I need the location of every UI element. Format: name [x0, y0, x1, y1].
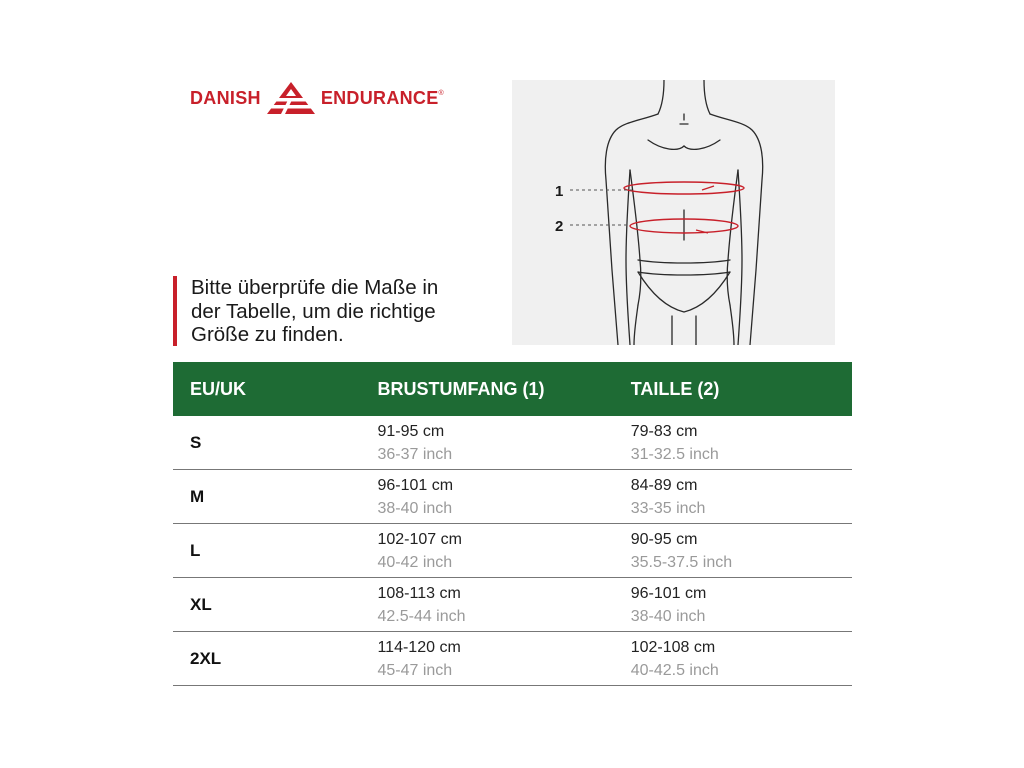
- waist-inch: 40-42.5 inch: [630, 661, 719, 679]
- waist-inch: 31-32.5 inch: [630, 445, 719, 463]
- waist-cm: 79-83 cm: [630, 422, 698, 440]
- waist-cm: 84-89 cm: [630, 476, 698, 494]
- chest-cm: 102-107 cm: [377, 530, 462, 548]
- measurement-figure: [512, 80, 835, 345]
- note-line-2: der Tabelle, um die richtige: [191, 299, 436, 323]
- brand-name-right: ENDURANCE: [320, 87, 439, 108]
- size-label: XL: [190, 594, 212, 614]
- table-row: [173, 524, 852, 578]
- size-label: L: [190, 540, 201, 560]
- brand-name-left: DANISH: [190, 87, 261, 108]
- size-label: M: [190, 486, 205, 506]
- marker-1-label: 1: [555, 183, 564, 200]
- body-outline-illustration: [512, 80, 835, 345]
- marker-2-label: 2: [555, 218, 564, 235]
- header-eu-uk: EU/UK: [190, 378, 247, 399]
- brand-triangle-icon: [265, 80, 317, 116]
- table-row: [173, 578, 852, 632]
- waist-inch: 38-40 inch: [630, 607, 706, 625]
- size-label: 2XL: [190, 648, 222, 668]
- header-chest: BRUSTUMFANG (1): [377, 378, 545, 399]
- waist-cm: 96-101 cm: [630, 584, 707, 602]
- waist-cm: 102-108 cm: [630, 638, 716, 656]
- chest-cm: 91-95 cm: [377, 422, 445, 440]
- chest-inch: 38-40 inch: [377, 499, 453, 517]
- brand-trademark: ®: [438, 90, 444, 97]
- note-line-3: Größe zu finden.: [191, 323, 344, 346]
- table-row: [173, 470, 852, 524]
- size-label: S: [190, 432, 202, 452]
- size-table: [173, 362, 852, 686]
- waist-inch: 35.5-37.5 inch: [630, 553, 733, 571]
- waist-cm: 90-95 cm: [630, 530, 698, 548]
- table-row: [173, 416, 852, 470]
- chest-cm: 96-101 cm: [377, 476, 454, 494]
- size-note: [173, 276, 493, 346]
- chest-cm: 114-120 cm: [377, 638, 461, 656]
- table-row: [173, 632, 852, 686]
- brand-logo: [190, 78, 444, 118]
- table-header-row: [173, 362, 852, 416]
- chest-cm: 108-113 cm: [377, 584, 461, 602]
- chest-inch: 42.5-44 inch: [377, 607, 466, 625]
- waist-inch: 33-35 inch: [630, 499, 706, 517]
- header-waist: TAILLE (2): [630, 378, 720, 399]
- chest-inch: 40-42 inch: [377, 553, 453, 571]
- note-line-1: Bitte überprüfe die Maße in: [191, 276, 439, 299]
- chest-inch: 45-47 inch: [377, 661, 453, 679]
- chest-inch: 36-37 inch: [377, 445, 453, 463]
